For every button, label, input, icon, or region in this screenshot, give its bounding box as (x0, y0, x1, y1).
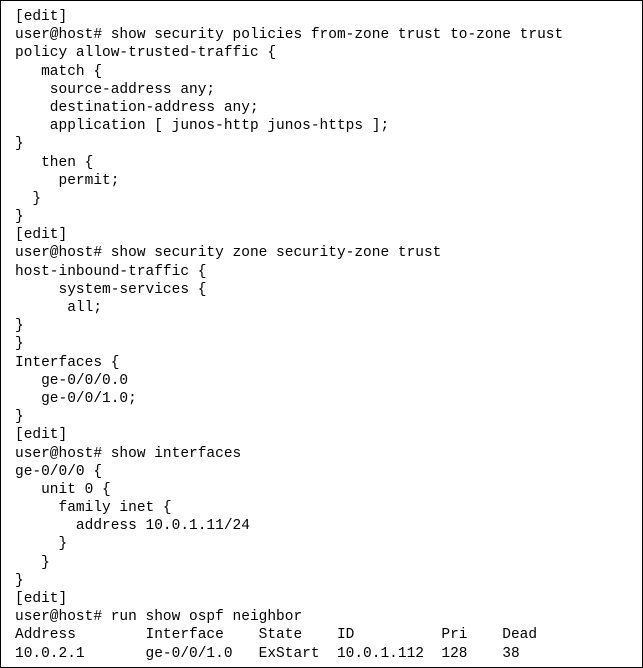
terminal-line: user@host# show security policies from-zone trust to-zone trust (15, 27, 564, 44)
terminal-line: } (15, 536, 68, 553)
terminal-line: user@host# show interfaces (15, 445, 242, 462)
terminal-line: Interfaces { (15, 354, 120, 371)
terminal-line: family inet { (15, 500, 172, 517)
terminal-line: [edit] (15, 591, 68, 607)
terminal-line: [edit] (15, 9, 68, 25)
terminal-line: system-services { (15, 281, 207, 298)
terminal-line: } (15, 136, 24, 153)
terminal-line: 10.0.2.1 ge-0/0/1.0 ExStart 10.0.1.112 128 38 (15, 645, 520, 662)
terminal-line: [edit] (15, 427, 68, 444)
terminal-line: [edit] (15, 227, 68, 244)
terminal-line: } (15, 318, 24, 335)
terminal-line: unit 0 { (15, 481, 111, 498)
terminal-output (15, 8, 563, 663)
terminal-line: user@host# show security zone security-zone trust (15, 245, 442, 262)
terminal-line: permit; (15, 172, 120, 189)
terminal-line: ge-0/0/0 { (15, 463, 103, 480)
terminal-line: then { (15, 154, 94, 171)
terminal-line: } (15, 209, 24, 226)
terminal-line: } (15, 572, 24, 589)
terminal-line: policy allow-trusted-traffic { (15, 45, 277, 62)
terminal-line: Address Interface State ID Pri Dead (15, 627, 538, 644)
terminal-line: all; (15, 300, 103, 316)
terminal-line: address 10.0.1.11/24 (15, 518, 250, 535)
terminal-line: application [ junos-http junos-https ]; (15, 118, 390, 135)
terminal-line: } (15, 190, 42, 207)
terminal-line: host-inbound-traffic { (15, 263, 207, 280)
terminal-line: } (15, 554, 50, 571)
terminal-line: ge-0/0/0.0 (15, 372, 129, 389)
terminal-line: } (15, 336, 24, 353)
terminal-line: user@host# run show ospf neighbor (15, 609, 303, 626)
terminal-line: source-address any; (15, 81, 216, 98)
terminal-line: destination-address any; (15, 99, 259, 116)
terminal-line: } (15, 409, 24, 426)
terminal-line: ge-0/0/1.0; (15, 390, 137, 407)
terminal-line: match { (15, 63, 103, 80)
